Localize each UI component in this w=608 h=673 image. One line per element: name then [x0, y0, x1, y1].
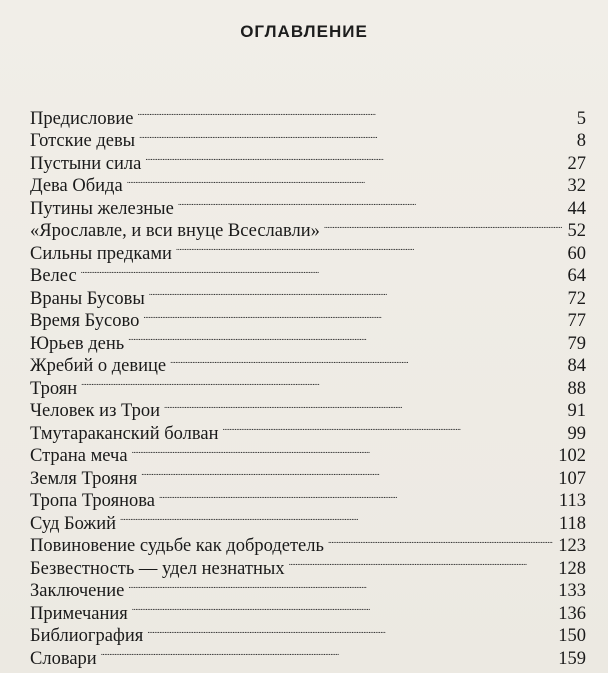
toc-leader-dots [324, 214, 563, 237]
toc-entry-title: Юрьев день [30, 333, 125, 354]
toc-entry-title: Человек из Трои [30, 401, 160, 421]
toc-entry-page: 133 [558, 581, 586, 601]
toc-leader-dots [176, 236, 563, 259]
toc-entry-page: 99 [567, 423, 586, 444]
page-title: ОГЛАВЛЕНИЕ [240, 22, 368, 41]
toc-leader-dots [101, 641, 554, 664]
toc-leader-dots [141, 461, 553, 484]
toc-entry [30, 259, 586, 286]
toc-leader-dots [120, 506, 554, 529]
toc-entry-title: Предисловие [30, 108, 134, 129]
toc-leader-dots [143, 304, 562, 327]
toc-entry-page: 77 [567, 311, 586, 331]
toc-leader-dots [81, 259, 563, 282]
toc-entry-title: Враны Бусовы [30, 288, 145, 309]
toc-entry-page: 88 [567, 378, 586, 399]
toc-entry-page: 27 [567, 153, 586, 174]
toc-entry [30, 641, 586, 669]
toc-entry-title: Повиновение судьбе как добродетель [30, 536, 324, 556]
toc-entry-title: Заключение [30, 581, 125, 601]
toc-entry-title: Безвестность — удел незнатных [30, 558, 285, 579]
toc-entry [30, 281, 586, 309]
toc-entry-page: 102 [558, 446, 586, 466]
toc-leader-dots [170, 349, 562, 372]
toc-leader-dots [222, 416, 562, 439]
toc-leader-dots [128, 574, 553, 597]
table-of-contents [30, 101, 586, 669]
toc-entry-page: 64 [567, 266, 586, 286]
toc-entry-title: Примечания [30, 603, 128, 624]
toc-leader-dots [178, 191, 563, 214]
toc-leader-dots [164, 394, 563, 417]
toc-entry-title: Библиография [30, 626, 144, 646]
toc-entry [30, 394, 586, 421]
toc-entry-title: Жребий о девице [30, 356, 167, 376]
toc-entry-title: Дева Обида [30, 176, 123, 196]
toc-leader-dots [137, 101, 565, 124]
toc-leader-dots [289, 551, 554, 574]
toc-entry-page: 32 [567, 176, 586, 196]
toc-entry-title: Страна меча [30, 446, 128, 466]
toc-entry-page: 5 [576, 108, 586, 129]
toc-entry-title: Время Бусово [30, 311, 140, 331]
toc-entry-page: 84 [567, 356, 586, 376]
toc-entry-title: Пустыни сила [30, 153, 142, 174]
toc-entry-title: Путины железные [30, 198, 174, 219]
toc-entry-title: Тропа Троянова [30, 491, 155, 511]
toc-entry-page: 113 [558, 491, 586, 511]
toc-entry-title: Троян [30, 378, 78, 399]
toc-entry-page: 136 [558, 603, 586, 624]
toc-entry-title: «Ярославле, и вси внуце Всеславли» [30, 221, 320, 241]
toc-leader-dots [139, 124, 565, 147]
toc-leader-dots [132, 439, 554, 462]
toc-leader-dots [149, 281, 563, 304]
toc-entry-page: 79 [567, 333, 586, 354]
toc-entry-title: Сильны предками [30, 243, 172, 264]
toc-entry-page: 123 [558, 536, 586, 556]
toc-leader-dots [145, 146, 562, 169]
toc-leader-dots [132, 596, 553, 619]
toc-leader-dots [147, 619, 553, 642]
toc-entry-title: Земля Трояня [30, 468, 138, 489]
toc-leader-dots [328, 529, 553, 552]
toc-entry-title: Суд Божий [30, 513, 116, 534]
toc-entry [30, 371, 586, 399]
toc-entry-title: Тмутараканский болван [30, 423, 219, 444]
toc-entry-page: 72 [567, 288, 586, 309]
toc-entry-page: 44 [567, 198, 586, 219]
toc-entry-page: 52 [567, 221, 586, 241]
toc-entry-title: Велес [30, 266, 77, 286]
toc-entry-title: Готские девы [30, 131, 136, 151]
toc-entry-page: 91 [567, 401, 586, 421]
toc-leader-dots [128, 326, 562, 349]
toc-leader-dots [159, 484, 554, 507]
toc-entry-page: 60 [567, 243, 586, 264]
toc-entry-title: Словари [30, 648, 97, 669]
toc-entry-page: 118 [558, 513, 586, 534]
toc-leader-dots [127, 169, 563, 192]
toc-leader-dots [81, 371, 562, 394]
toc-entry-page: 159 [558, 648, 586, 669]
toc-entry-page: 107 [558, 468, 586, 489]
toc-entry [30, 101, 586, 129]
toc-entry-page: 150 [558, 626, 586, 646]
toc-entry-page: 8 [576, 131, 586, 151]
toc-entry-page: 128 [558, 558, 586, 579]
